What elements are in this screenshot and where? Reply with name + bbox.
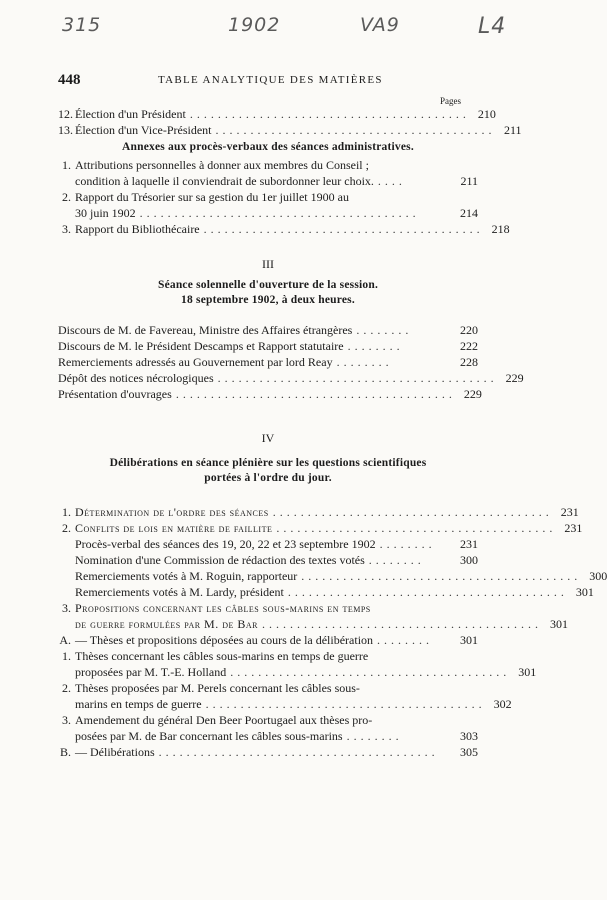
section-heading: 18 septembre 1902, à deux heures. (181, 294, 355, 306)
entry-text: Détermination de l'ordre des séances (75, 505, 269, 519)
entry-page: 305 (460, 745, 478, 759)
entry-text: Remerciements adressés au Gouvernement par lord Reay (58, 355, 333, 369)
toc-entry (58, 157, 478, 173)
toc-entry (58, 648, 478, 664)
entry-text: Élection d'un Vice-Président (75, 123, 212, 137)
entry-text: Discours de M. de Favereau, Ministre des Affaires étrangères (58, 323, 353, 337)
dot-leader: ........................................ (215, 123, 496, 137)
entry-text: Conflits de lois en matière de faillite (75, 521, 273, 535)
toc-entry (58, 189, 478, 205)
entry-number: 3. (62, 601, 71, 615)
toc-entry (58, 680, 478, 696)
section-heading: Délibérations en séance plénière sur les questions scientifiques (109, 457, 427, 469)
entry-page: 211 (460, 174, 478, 188)
entry-page: 231 (564, 521, 583, 535)
running-title: TABLE ANALYTIQUE DES MATIÈRES (158, 74, 383, 86)
entry-text: Discours de M. le Président Descamps et Rapport statutaire (58, 339, 344, 353)
toc-entry (58, 712, 478, 728)
entry-text: Dépôt des notices nécrologiques (58, 371, 214, 385)
handwritten-note-1: 315 (62, 14, 102, 36)
entry-page: 229 (463, 387, 482, 401)
entry-text: Présentation d'ouvrages (58, 387, 172, 401)
dot-leader: ........................................ (175, 387, 456, 401)
section-numeral: III (262, 257, 274, 271)
entry-page: 231 (560, 505, 579, 519)
toc-entry (58, 221, 510, 237)
toc-entry-continued (58, 696, 512, 712)
entry-number: 1. (62, 505, 71, 519)
entry-number: 1. (62, 649, 71, 663)
annexes-heading: Annexes aux procès-verbaux des séances administratives. (122, 141, 414, 153)
entry-page: 303 (460, 729, 478, 743)
entry-text: Remerciements votés à M. Roguin, rapporteur (75, 569, 298, 583)
entry-page: 300 (589, 569, 607, 583)
entry-text: posées par M. de Bar concernant les câbles sous-marins (75, 729, 343, 743)
section-4 (58, 430, 607, 760)
toc-entry (58, 354, 478, 370)
section-3-entries (58, 322, 524, 402)
page-number: 448 (58, 72, 81, 88)
entry-text: Rapport du Bibliothécaire (75, 222, 200, 236)
section-numeral: IV (261, 431, 275, 445)
section-heading: portées à l'ordre du jour. (204, 472, 332, 484)
entry-text: marins en temps de guerre (75, 697, 202, 711)
dot-leader: ........ (368, 553, 425, 567)
entry-text: — Thèses et propositions déposées au cours de la délibération (75, 633, 374, 647)
toc-entry (58, 632, 478, 648)
toc-entry (58, 600, 478, 616)
dot-leader: ........................................ (230, 665, 511, 679)
section-heading: Séance solennelle d'ouverture de la session. (157, 279, 379, 291)
toc-entry (58, 568, 607, 584)
dot-leader: ........ (379, 537, 436, 551)
entry-page: 301 (550, 617, 569, 631)
entry-page: 300 (460, 553, 478, 567)
entry-text: condition à laquelle il conviendrait de subordonner leur choix. (75, 174, 374, 188)
entry-page: 229 (505, 371, 524, 385)
entry-page: 211 (503, 123, 522, 137)
entry-page: 220 (460, 323, 478, 337)
entry-page: 210 (477, 107, 496, 121)
entry-page: 222 (460, 339, 478, 353)
entry-number: 2. (62, 190, 71, 204)
entry-text: de guerre formulées par M. de Bar (75, 617, 259, 631)
section-4-entries (58, 504, 607, 760)
entry-number: A. (59, 633, 71, 647)
handwritten-note-2: 1902 (228, 14, 281, 36)
toc-entry (58, 520, 583, 536)
toc-entry-continued (58, 205, 478, 221)
dot-leader: ........................................ (287, 585, 568, 599)
dot-leader: ........................................ (189, 107, 470, 121)
dot-leader: .... (377, 174, 406, 188)
entry-number: 2. (62, 521, 71, 535)
entry-text: proposées par M. T.-E. Holland (75, 665, 227, 679)
entry-page: 301 (518, 665, 537, 679)
entry-text: Propositions concernant les câbles sous-marins en temps (75, 601, 371, 615)
dot-leader: ........ (347, 339, 404, 353)
dot-leader: ........................................ (217, 371, 498, 385)
toc-block-1 (58, 106, 522, 138)
page-header (58, 72, 478, 88)
entry-text: — Délibérations (75, 745, 155, 759)
entry-text: Amendement du général Den Beer Poortugael aux thèses pro- (75, 713, 373, 727)
toc-entry (58, 536, 478, 552)
toc-entry (58, 322, 478, 338)
entry-page: 301 (460, 633, 478, 647)
entry-text: Rapport du Trésorier sur sa gestion du 1er juillet 1900 au (75, 190, 349, 204)
entry-text: Attributions personnelles à donner aux membres du Conseil ; (75, 158, 369, 172)
entry-text: Thèses proposées par M. Perels concernant les câbles sous- (75, 681, 360, 695)
entry-number: 2. (62, 681, 71, 695)
handwritten-note-3: VA9 (360, 14, 400, 36)
toc-entry-continued (58, 664, 537, 680)
entry-page: 218 (491, 222, 510, 236)
toc-entry (58, 744, 478, 760)
section-3 (58, 256, 524, 402)
toc-entry (58, 504, 579, 520)
pages-label: Pages (440, 96, 461, 106)
toc-entry-continued (58, 616, 569, 632)
annexes-section (58, 140, 510, 237)
entry-number: 12. (58, 107, 73, 121)
dot-leader: ........................................ (139, 206, 420, 220)
entry-number: B. (59, 745, 71, 759)
toc-entry (58, 106, 496, 122)
toc-entry (58, 122, 522, 138)
entry-number: 3. (62, 713, 71, 727)
entry-text: Remerciements votés à M. Lardy, président (75, 585, 284, 599)
toc-entry (58, 584, 594, 600)
entry-text: Élection d'un Président (75, 107, 186, 121)
dot-leader: ........................................ (262, 617, 543, 631)
entry-number: 13. (58, 123, 73, 137)
dot-leader: ........................................ (203, 222, 484, 236)
dot-leader: ........................................ (205, 697, 486, 711)
entry-page: 302 (493, 697, 512, 711)
entry-page: 228 (460, 355, 478, 369)
entry-text: Thèses concernant les câbles sous-marins en temps de guerre (75, 649, 369, 663)
handwritten-note-4: L4 (478, 14, 507, 39)
dot-leader: ........ (377, 633, 434, 647)
dot-leader: ........................................ (276, 521, 557, 535)
toc-entry (58, 338, 478, 354)
dot-leader: ........ (356, 323, 413, 337)
entry-text: Nomination d'une Commission de rédaction des textes votés (75, 553, 365, 567)
dot-leader: ........ (346, 729, 403, 743)
entry-page: 231 (460, 537, 478, 551)
entry-number: 1. (62, 158, 71, 172)
entry-page: 214 (460, 206, 478, 220)
entry-text: 30 juin 1902 (75, 206, 136, 220)
toc-entry (58, 552, 478, 568)
entry-page: 301 (575, 585, 594, 599)
entry-text: Procès-verbal des séances des 19, 20, 22 et 23 septembre 1902 (75, 537, 376, 551)
toc-entry-continued (58, 173, 478, 189)
toc-entry (58, 386, 482, 402)
entry-number: 3. (62, 222, 71, 236)
dot-leader: ........................................ (301, 569, 582, 583)
toc-entry-continued (58, 728, 478, 744)
dot-leader: ........................................ (158, 745, 439, 759)
toc-entry (58, 370, 524, 386)
dot-leader: ........................................ (272, 505, 553, 519)
dot-leader: ........ (336, 355, 393, 369)
